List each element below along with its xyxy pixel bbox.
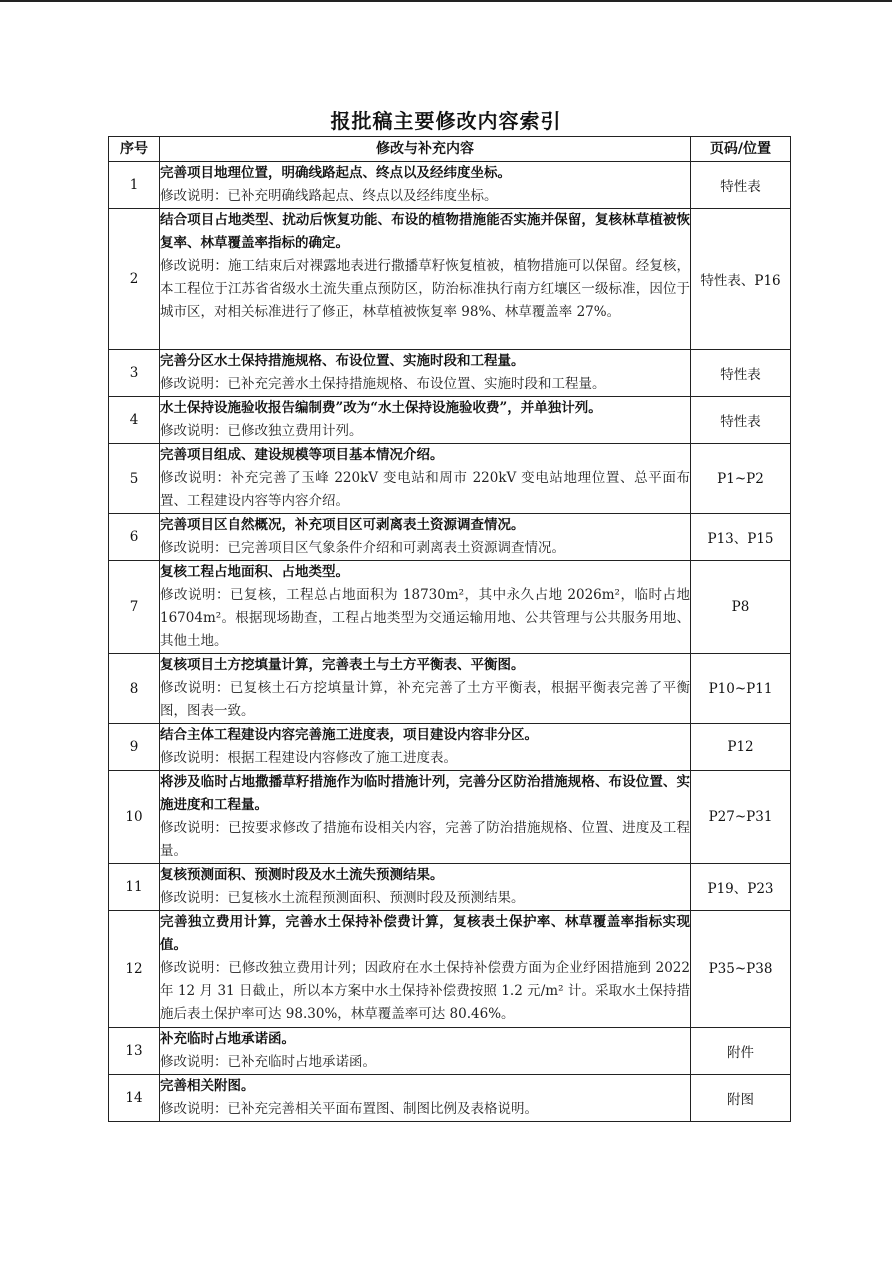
row-content bbox=[160, 444, 691, 514]
row-number: 6 bbox=[109, 514, 160, 561]
revision-note: 修改说明：已补充临时占地承诺函。 bbox=[160, 1054, 376, 1070]
revision-requirement: 将涉及临时占地撒播草籽措施作为临时措施计列，完善分区防治措施规格、布设位置、实施进度和工程量。 bbox=[160, 774, 690, 813]
table-row bbox=[109, 654, 791, 724]
table-row bbox=[109, 771, 791, 864]
row-page-location: 附件 bbox=[691, 1028, 791, 1075]
revision-requirement: 完善独立费用计算，完善水土保持补偿费计算，复核表土保护率、林草覆盖率指标实现值。 bbox=[160, 914, 690, 953]
row-number: 12 bbox=[109, 911, 160, 1028]
row-content bbox=[160, 162, 691, 209]
row-number: 1 bbox=[109, 162, 160, 209]
row-page-location: P19、P23 bbox=[691, 864, 791, 911]
row-number: 10 bbox=[109, 771, 160, 864]
row-number: 3 bbox=[109, 350, 160, 397]
table-row bbox=[109, 209, 791, 350]
revision-note: 修改说明：已补充完善相关平面布置图、制图比例及表格说明。 bbox=[160, 1101, 538, 1117]
revision-requirement: 完善项目区自然概况，补充项目区可剥离表土资源调查情况。 bbox=[160, 517, 525, 533]
revision-requirement: 结合项目占地类型、扰动后恢复功能、布设的植物措施能否实施并保留，复核林草植被恢复率、林草覆盖率指标的确定。 bbox=[160, 212, 690, 251]
revision-note: 修改说明：已修改独立费用计列。 bbox=[160, 423, 363, 439]
row-content bbox=[160, 514, 691, 561]
row-content bbox=[160, 561, 691, 654]
row-number: 4 bbox=[109, 397, 160, 444]
row-number: 8 bbox=[109, 654, 160, 724]
row-content bbox=[160, 1075, 691, 1122]
revision-note: 修改说明：已补充完善水土保持措施规格、布设位置、实施时段和工程量。 bbox=[160, 376, 606, 392]
revision-requirement: 结合主体工程建设内容完善施工进度表，项目建设内容非分区。 bbox=[160, 727, 538, 743]
revision-requirement: 补充临时占地承诺函。 bbox=[160, 1031, 295, 1047]
row-number: 9 bbox=[109, 724, 160, 771]
table-row bbox=[109, 561, 791, 654]
revision-requirement: 完善项目地理位置，明确线路起点、终点以及经纬度坐标。 bbox=[160, 165, 511, 181]
row-page-location: P27~P31 bbox=[691, 771, 791, 864]
row-content bbox=[160, 397, 691, 444]
revision-requirement: 完善项目组成、建设规模等项目基本情况介绍。 bbox=[160, 447, 444, 463]
row-page-location: P35~P38 bbox=[691, 911, 791, 1028]
table-row bbox=[109, 444, 791, 514]
row-content bbox=[160, 209, 691, 350]
table-row bbox=[109, 724, 791, 771]
row-number: 2 bbox=[109, 209, 160, 350]
revision-note: 修改说明：根据工程建设内容修改了施工进度表。 bbox=[160, 750, 457, 766]
table-row bbox=[109, 1028, 791, 1075]
row-number: 13 bbox=[109, 1028, 160, 1075]
revision-index-table bbox=[108, 136, 791, 1122]
table-row bbox=[109, 162, 791, 209]
row-page-location: P12 bbox=[691, 724, 791, 771]
row-number: 14 bbox=[109, 1075, 160, 1122]
table-row bbox=[109, 911, 791, 1028]
row-page-location: 附图 bbox=[691, 1075, 791, 1122]
revision-note: 修改说明：已复核水土流程预测面积、预测时段及预测结果。 bbox=[160, 890, 525, 906]
revision-note: 修改说明：已完善项目区气象条件介绍和可剥离表土资源调查情况。 bbox=[160, 540, 565, 556]
header-page: 页码/位置 bbox=[691, 137, 791, 162]
revision-requirement: 复核工程占地面积、占地类型。 bbox=[160, 564, 349, 580]
row-page-location: P10~P11 bbox=[691, 654, 791, 724]
row-content bbox=[160, 1028, 691, 1075]
page-title: 报批稿主要修改内容索引 bbox=[330, 109, 562, 133]
table-row bbox=[109, 1075, 791, 1122]
row-content bbox=[160, 654, 691, 724]
row-page-location: P8 bbox=[691, 561, 791, 654]
revision-note: 修改说明：施工结束后对裸露地表进行撒播草籽恢复植被，植物措施可以保留。经复核，本工程位于江苏省省级水土流失重点预防区，防治标准执行南方红壤区一级标准，因位于城市区，对相关标准进行了修正，林草植被恢复率 98%、林草覆盖率 27%。 bbox=[160, 258, 690, 320]
row-number: 7 bbox=[109, 561, 160, 654]
revision-note: 修改说明：已复核土石方挖填量计算，补充完善了土方平衡表，根据平衡表完善了平衡图，图表一致。 bbox=[160, 680, 690, 719]
row-content bbox=[160, 350, 691, 397]
row-content bbox=[160, 911, 691, 1028]
row-page-location: P13、P15 bbox=[691, 514, 791, 561]
table-row bbox=[109, 350, 791, 397]
row-page-location: 特性表 bbox=[691, 350, 791, 397]
table-header-row bbox=[109, 137, 791, 162]
header-content: 修改与补充内容 bbox=[160, 137, 691, 162]
table-row bbox=[109, 864, 791, 911]
row-page-location: 特性表 bbox=[691, 397, 791, 444]
table-row bbox=[109, 514, 791, 561]
row-page-location: 特性表、P16 bbox=[691, 209, 791, 350]
top-border-line bbox=[0, 0, 892, 2]
revision-requirement: 复核项目土方挖填量计算，完善表土与土方平衡表、平衡图。 bbox=[160, 657, 525, 673]
revision-note: 修改说明：补充完善了玉峰 220kV 变电站和周市 220kV 变电站地理位置、总平面布置、工程建设内容等内容介绍。 bbox=[160, 470, 690, 509]
revision-note: 修改说明：已按要求修改了措施布设相关内容，完善了防治措施规格、位置、进度及工程量。 bbox=[160, 820, 690, 859]
revision-note: 修改说明：已复核，工程总占地面积为 18730m²，其中永久占地 2026m²，临时占地 16704m²。根据现场勘查，工程占地类型为交通运输用地、公共管理与公共服务用地、其他土地。 bbox=[160, 587, 690, 649]
revision-note: 修改说明：已补充明确线路起点、终点以及经纬度坐标。 bbox=[160, 188, 498, 204]
row-page-location: 特性表 bbox=[691, 162, 791, 209]
revision-requirement: 水土保持设施验收报告编制费”改为“水土保持设施验收费”，并单独计列。 bbox=[160, 400, 602, 416]
revision-requirement: 复核预测面积、预测时段及水土流失预测结果。 bbox=[160, 867, 444, 883]
row-number: 11 bbox=[109, 864, 160, 911]
row-content bbox=[160, 864, 691, 911]
table-row bbox=[109, 397, 791, 444]
row-page-location: P1~P2 bbox=[691, 444, 791, 514]
row-number: 5 bbox=[109, 444, 160, 514]
revision-requirement: 完善分区水土保持措施规格、布设位置、实施时段和工程量。 bbox=[160, 353, 525, 369]
header-no: 序号 bbox=[109, 137, 160, 162]
row-content bbox=[160, 724, 691, 771]
revision-requirement: 完善相关附图。 bbox=[160, 1078, 255, 1094]
revision-note: 修改说明：已修改独立费用计列；因政府在水土保持补偿费方面为企业纾困措施到 2022 年 12 月 31 日截止，所以本方案中水土保持补偿费按照 1.2 元/m² 计。采取水土保持措施后表土保护率可达 98.30%，林草覆盖率可达 80.46%。 bbox=[160, 960, 690, 1022]
row-content bbox=[160, 771, 691, 864]
